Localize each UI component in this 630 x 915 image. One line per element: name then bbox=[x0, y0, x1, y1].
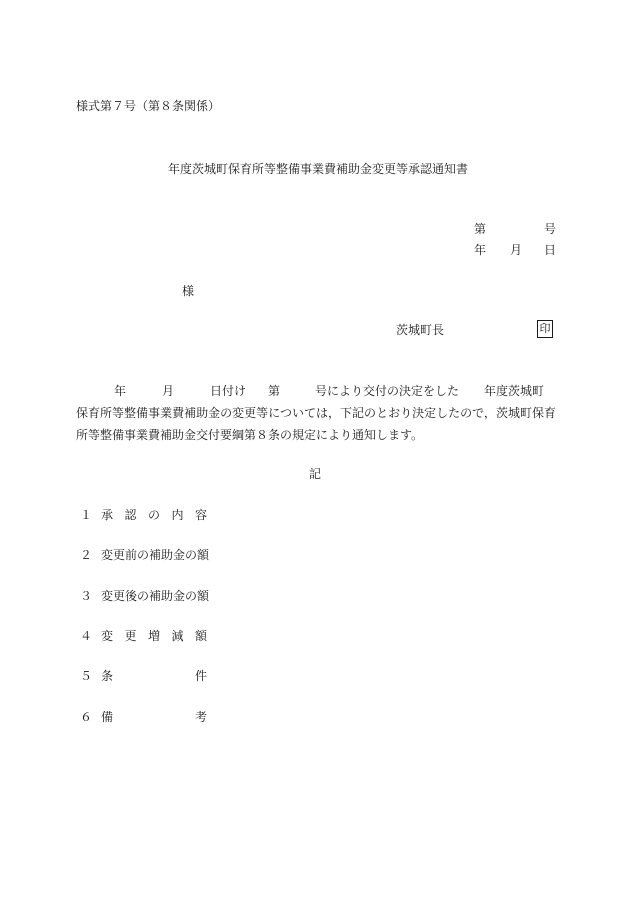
item-label: 条件 bbox=[101, 669, 207, 683]
ref-no-go: 号 bbox=[544, 222, 557, 236]
body-nen: 年 bbox=[114, 384, 127, 398]
date-hi: 日 bbox=[544, 243, 557, 257]
body-hizuke: 日付け bbox=[210, 384, 247, 398]
body-tsuki: 月 bbox=[162, 384, 175, 398]
date-nen: 年 bbox=[474, 243, 487, 257]
document-title: 年度茨城町保育所等整備事業費補助金変更等承認通知書 bbox=[168, 162, 469, 176]
item-label: 承認の内容 bbox=[101, 508, 207, 522]
item-label: 変更後の補助金の額 bbox=[101, 589, 210, 603]
item-number: ３ bbox=[80, 589, 93, 603]
body-line-2: 保育所等整備事業費補助金の変更等については，下記のとおり決定したので，茨城町保育 bbox=[76, 406, 556, 420]
issuer-name: 茨城町長 bbox=[396, 323, 445, 337]
item-label: 変更前の補助金の額 bbox=[101, 548, 210, 562]
date-tsuki: 月 bbox=[510, 243, 523, 257]
item-number: ６ bbox=[80, 710, 93, 724]
seal-mark: 印 bbox=[537, 320, 553, 338]
item-number: ２ bbox=[80, 548, 93, 562]
form-label: 様式第７号（第８条関係） bbox=[76, 99, 221, 113]
item-number: ５ bbox=[80, 669, 93, 683]
body-line-3: 所等整備事業費補助金交付要綱第８条の規定により通知します。 bbox=[76, 428, 424, 442]
item-label: 変更増減額 bbox=[101, 629, 207, 643]
item-number: １ bbox=[80, 508, 93, 522]
item-number: ４ bbox=[80, 629, 93, 643]
ref-no-dai: 第 bbox=[474, 222, 487, 236]
body-nendo: 年度茨城町 bbox=[484, 384, 545, 398]
ki-heading: 記 bbox=[309, 467, 322, 481]
item-label: 備考 bbox=[101, 710, 207, 724]
body-go: 号により交付の決定をした bbox=[315, 384, 460, 398]
addressee-suffix: 様 bbox=[182, 284, 195, 298]
body-dai: 第 bbox=[268, 384, 281, 398]
